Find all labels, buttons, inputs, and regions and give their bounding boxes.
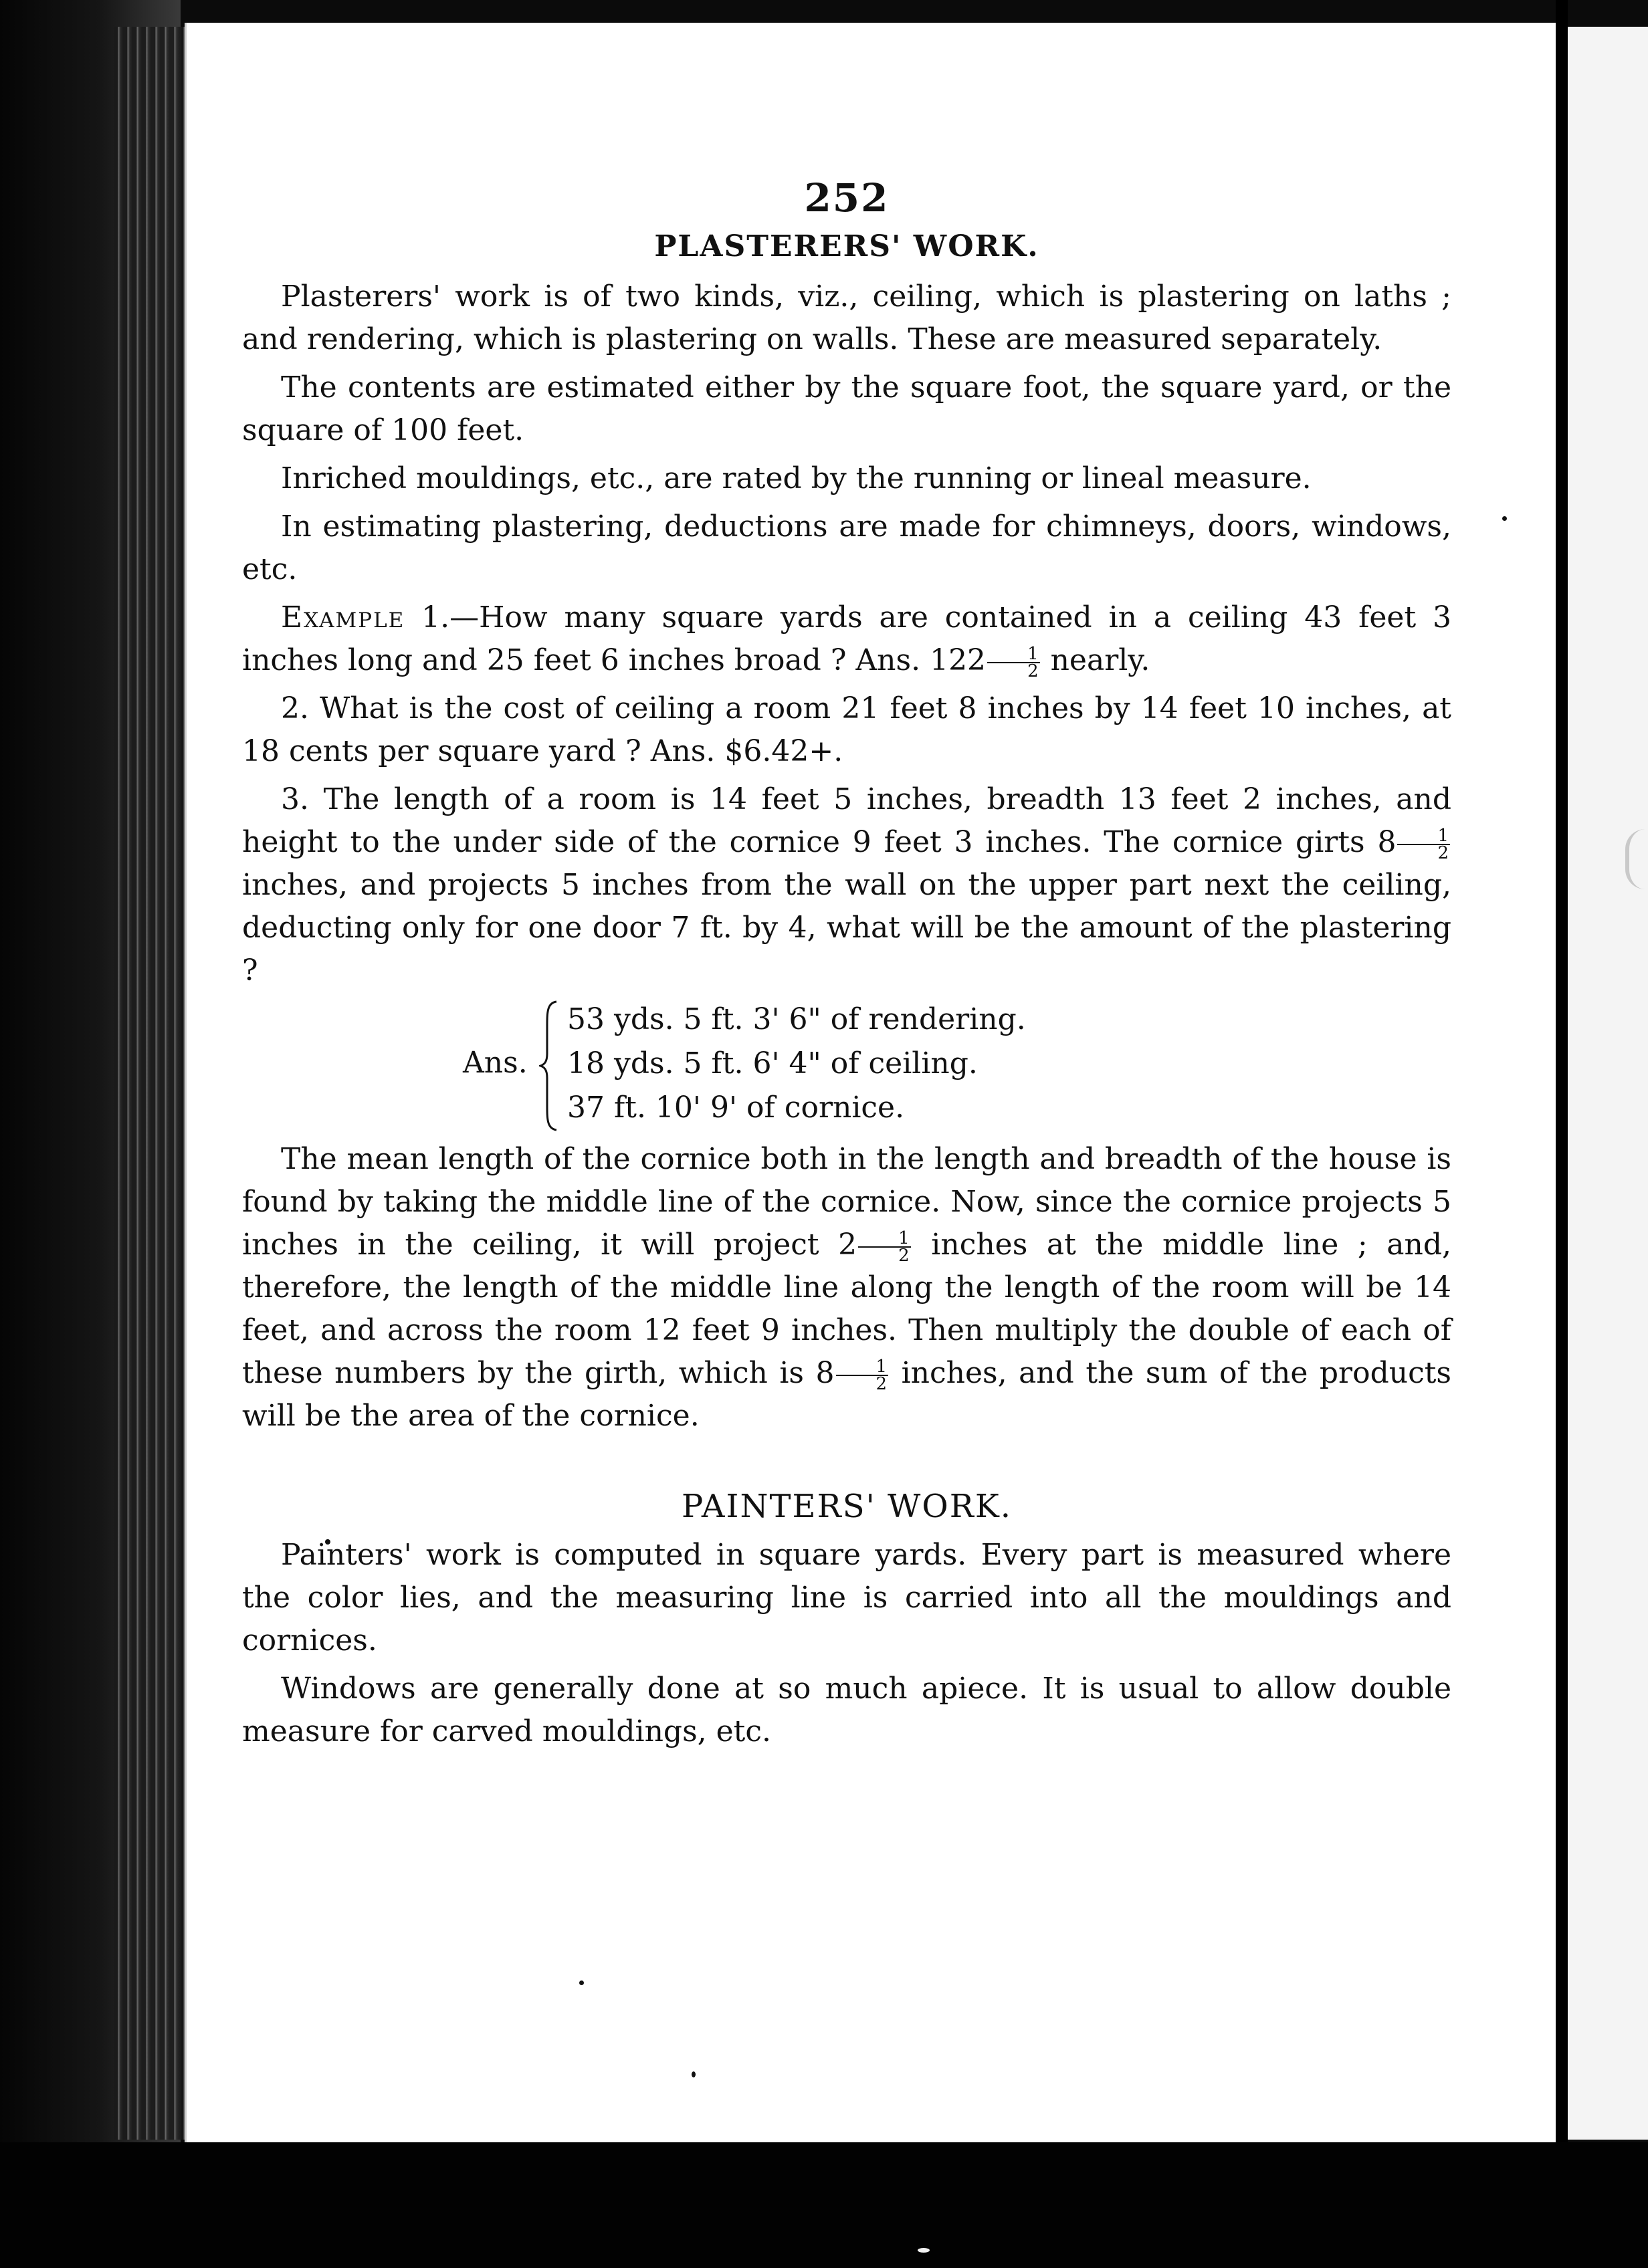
answer-line: 18 yds. 5 ft. 6' 4" of ceiling.: [567, 1046, 978, 1081]
scan-bottom-border: [0, 2142, 1648, 2268]
fraction: [858, 1230, 911, 1264]
fraction-numerator: 1: [858, 1230, 911, 1248]
scan-speck: [1502, 516, 1507, 521]
facing-page-edge: [1568, 27, 1648, 2140]
example-text: 1.—How many square yards are contained in a ceiling 43 feet 3 inches long and 25 feet 6 inches broad ? Ans. 122: [242, 600, 1451, 677]
paragraph-text: The mean length of the cornice both in the length and breadth of the house is found by taking the middle line of the cornice. Now, since the cornice projects 5 inches in the ceiling, it will project 2: [242, 1142, 1451, 1262]
answer-lines: [567, 998, 1026, 1130]
scan-speck: [692, 2071, 696, 2077]
paragraph: Plasterers' work is of two kinds, viz., ceiling, which is plastering on laths ; and rendering, which is plastering on walls. These are measured separately.: [242, 279, 1451, 356]
answer-line: 37 ft. 10' 9' of cornice.: [567, 1091, 905, 1125]
paragraph: Inriched mouldings, etc., are rated by the running or lineal measure.: [281, 461, 1312, 495]
example-3: [242, 778, 1451, 992]
fraction: [1397, 825, 1450, 863]
page-edges: [114, 27, 187, 2140]
example-1: [242, 596, 1451, 682]
example-label: Example: [281, 600, 405, 635]
fraction-denominator: 2: [898, 1245, 910, 1266]
fraction-denominator: 2: [875, 1373, 888, 1394]
fraction-numerator: 1: [836, 1359, 889, 1376]
section-heading-plasterers: PLASTERERS' WORK.: [654, 229, 1039, 263]
page-content: [242, 173, 1451, 1759]
fraction-numerator: 1: [987, 646, 1040, 663]
fraction: [987, 643, 1040, 681]
fraction-denominator: 2: [1027, 661, 1039, 681]
paragraph: Painters' work is computed in square yards. Every part is measured where the color lies, and the measuring line is carried into all the mouldings and cornices.: [242, 1538, 1451, 1658]
book-gutter: [1556, 0, 1568, 2268]
scan-speck: [579, 1980, 584, 1985]
answer-line: 53 yds. 5 ft. 3' 6" of rendering.: [567, 1002, 1026, 1036]
example-text: inches, and projects 5 inches from the wall on the upper part next the ceiling, deducting only for one door 7 ft. by 4, what will be the amount of the plastering ?: [242, 868, 1451, 988]
paragraph-text: inches at the middle line ; and, therefore, the length of the middle line along the length of the room will be 14 feet, and across the room 12 feet 9 inches. Then multiply the double of each of these numbers by the girth, which is 8: [242, 1228, 1451, 1390]
fraction: [836, 1356, 889, 1394]
answer-label: Ans.: [463, 1046, 528, 1080]
scan-speck: [918, 2248, 930, 2253]
page-number: 252: [804, 175, 890, 221]
example-text: nearly.: [1041, 643, 1150, 677]
curly-brace-icon: [539, 1000, 559, 1131]
facing-page-mark: [1625, 829, 1648, 889]
paragraph: In estimating plastering, deductions are made for chimneys, doors, windows, etc.: [242, 509, 1451, 586]
paragraph: [242, 1138, 1451, 1438]
answer-block: [242, 998, 1451, 1134]
section-heading-painters: PAINTERS' WORK.: [682, 1488, 1012, 1525]
example-text: 3. The length of a room is 14 feet 5 inches, breadth 13 feet 2 inches, and height to the under side of the cornice 9 feet 3 inches. The cornice girts 8: [242, 782, 1451, 859]
paragraph-text: inches, and the sum of the products will be the area of the cornice.: [242, 1356, 1451, 1433]
paragraph: Windows are generally done at so much apiece. It is usual to allow double measure for carved mouldings, etc.: [242, 1672, 1451, 1748]
fraction-denominator: 2: [1437, 842, 1449, 863]
fraction-numerator: 1: [1397, 828, 1450, 845]
paragraph: The contents are estimated either by the square foot, the square yard, or the square of 100 feet.: [242, 370, 1451, 447]
example-2: 2. What is the cost of ceiling a room 21 feet 8 inches by 14 feet 10 inches, at 18 cents per square yard ? Ans. $6.42+.: [242, 691, 1451, 768]
